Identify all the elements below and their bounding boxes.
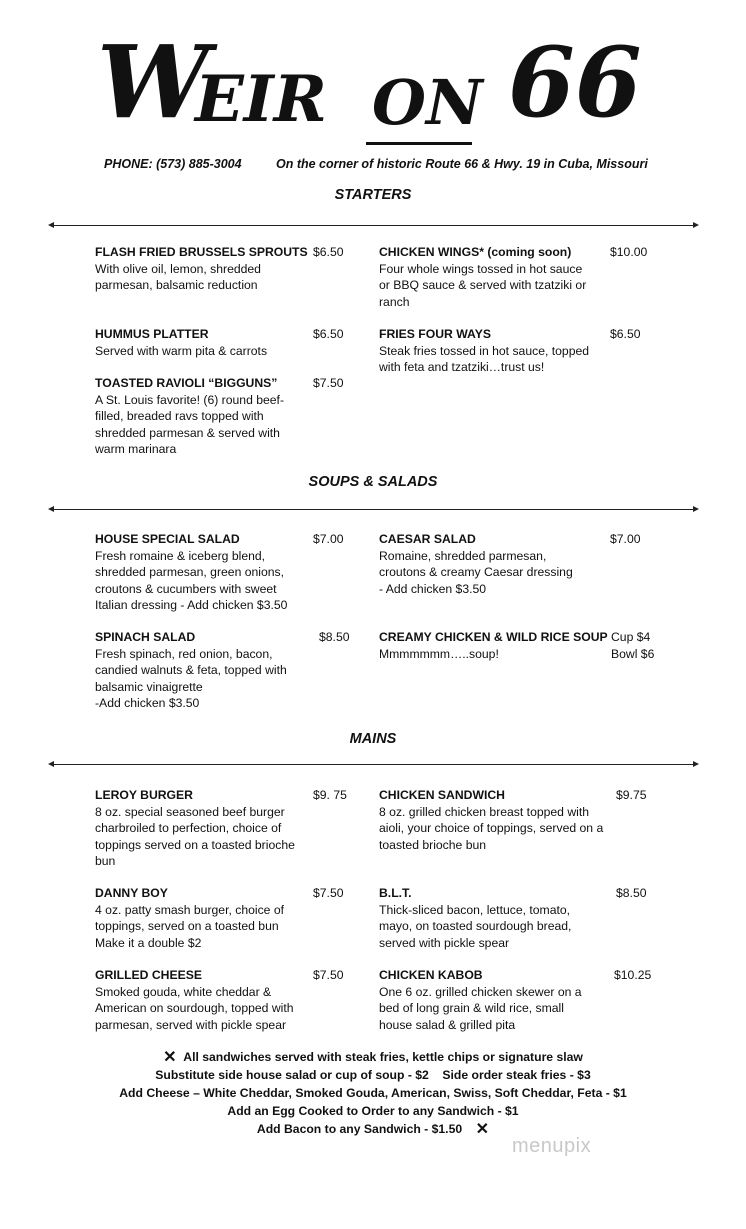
menu-item [95, 967, 310, 1033]
menu-item [379, 326, 609, 376]
item-description: Served with warm pita & carrots [95, 343, 268, 358]
x-mark-icon: ✕ [475, 1121, 490, 1138]
item-name: CHICKEN KABOB [379, 968, 483, 982]
item-name: CAESAR SALAD [379, 532, 476, 546]
item-name: DANNY BOY [95, 886, 168, 900]
menu-item [379, 244, 609, 310]
footer-line: Add Bacon to any Sandwich - $1.50 [256, 1122, 463, 1136]
item-name: CHICKEN SANDWICH [379, 788, 505, 802]
section-title-starters: STARTERS [334, 187, 412, 203]
menu-item [379, 629, 611, 662]
title-underline [366, 142, 472, 145]
item-price: Cup $4 Bowl $6 [611, 630, 655, 661]
menu-item [95, 885, 310, 951]
menu-item [95, 326, 310, 359]
title-letter-w: W [97, 23, 210, 141]
item-price: $7.00 [610, 532, 641, 546]
item-description: One 6 oz. grilled chicken skewer on a bed of long grain & wild rice, small house salad & grilled pita [379, 984, 582, 1032]
title-letters-eir: EIR [195, 62, 327, 137]
item-name: B.L.T. [379, 886, 412, 900]
item-price: $6.50 [610, 327, 641, 341]
menu-item [379, 531, 609, 597]
title-number-66: 66 [508, 26, 642, 139]
item-name: FRIES FOUR WAYS [379, 327, 491, 341]
item-description: Four whole wings tossed in hot sauce or BBQ sauce & served with tzatziki or ranch [379, 261, 587, 309]
menu-item [95, 375, 310, 458]
item-description: Romaine, shredded parmesan, croutons & creamy Caesar dressing - Add chicken $3.50 [379, 548, 573, 596]
item-description: Steak fries tossed in hot sauce, topped with feta and tzatziki…trust us! [379, 343, 590, 374]
item-price: $7.50 [313, 376, 344, 390]
item-name: GRILLED CHEESE [95, 968, 202, 982]
menu-item [95, 244, 310, 294]
item-price: $6.50 [313, 245, 344, 259]
item-description: 8 oz. grilled chicken breast topped with aioli, your choice of toppings, served on a toasted brioche bun [379, 804, 604, 852]
menu-item [379, 787, 615, 853]
footer-note-bacon [0, 1121, 746, 1138]
item-price: $7.00 [313, 532, 344, 546]
item-description: Mmmmmmm…..soup! [379, 646, 499, 661]
item-description: 4 oz. patty smash burger, choice of toppings, served on a toasted bun Make it a double $2 [95, 902, 285, 950]
restaurant-logo-title [0, 20, 746, 140]
item-name: TOASTED RAVIOLI “BIGGUNS” [95, 376, 278, 390]
section-title-mains: MAINS [349, 731, 397, 747]
item-price: $9.75 [616, 788, 647, 802]
footer-note-sides [0, 1049, 746, 1066]
section-title-soups-salads: SOUPS & SALADS [308, 474, 438, 490]
title-word-on: ON [372, 66, 483, 139]
section-divider [50, 509, 697, 510]
watermark-text: menupix [512, 1135, 592, 1157]
item-price: $9. 75 [313, 788, 347, 802]
item-name: FLASH FRIED BRUSSELS SPROUTS [95, 245, 308, 259]
item-price: $8.50 [616, 886, 647, 900]
item-price: $10.00 [610, 245, 648, 259]
menu-item [379, 885, 615, 951]
menu-item [95, 787, 315, 870]
item-description: Fresh romaine & iceberg blend, shredded parmesan, green onions, croutons & cucumbers with sweet Italian dressing - Add chicken $3.50 [95, 548, 288, 612]
item-name: CHICKEN WINGS* (coming soon) [379, 245, 572, 259]
section-divider [50, 764, 697, 765]
item-description: With olive oil, lemon, shredded parmesan, balsamic reduction [95, 261, 261, 292]
item-description: A St. Louis favorite! (6) round beef- filled, breaded ravs topped with shredded parmesan & served with warm marinara [95, 392, 285, 456]
menu-item [379, 967, 611, 1033]
item-description: 8 oz. special seasoned beef burger charbroiled to perfection, choice of toppings served on a toasted brioche bun [95, 804, 295, 868]
item-name: CREAMY CHICKEN & WILD RICE SOUP [379, 630, 608, 644]
x-mark-icon: ✕ [163, 1049, 177, 1066]
phone-number: PHONE: (573) 885-3004 [104, 157, 242, 171]
item-name: SPINACH SALAD [95, 630, 196, 644]
item-price: $7.50 [313, 886, 344, 900]
footer-line: All sandwiches served with steak fries, kettle chips or signature slaw [183, 1050, 583, 1064]
menu-item [95, 531, 315, 614]
footer-note-substitutes: Substitute side house salad or cup of soup - $2 Side order steak fries - $3 [155, 1068, 591, 1082]
item-price: $8.50 [319, 630, 350, 644]
item-name: LEROY BURGER [95, 788, 193, 802]
item-name: HUMMUS PLATTER [95, 327, 209, 341]
item-description: Fresh spinach, red onion, bacon, candied walnuts & feta, topped with balsamic vinaigrette -Add chicken $3.50 [95, 646, 287, 710]
item-name: HOUSE SPECIAL SALAD [95, 532, 240, 546]
location-text: On the corner of historic Route 66 & Hwy. 19 in Cuba, Missouri [276, 157, 648, 171]
item-price: $10.25 [614, 968, 652, 982]
menu-item [95, 629, 317, 712]
item-price: $7.50 [313, 968, 344, 982]
section-divider [50, 225, 697, 226]
item-description: Smoked gouda, white cheddar & American on sourdough, topped with parmesan, served with pickle spear [95, 984, 294, 1032]
item-price: $6.50 [313, 327, 344, 341]
item-description: Thick-sliced bacon, lettuce, tomato, mayo, on toasted sourdough bread, served with pickle spear [379, 902, 572, 950]
footer-note-cheese: Add Cheese – White Cheddar, Smoked Gouda, American, Swiss, Soft Cheddar, Feta - $1 [119, 1086, 627, 1100]
footer-note-egg: Add an Egg Cooked to Order to any Sandwich - $1 [227, 1104, 519, 1118]
